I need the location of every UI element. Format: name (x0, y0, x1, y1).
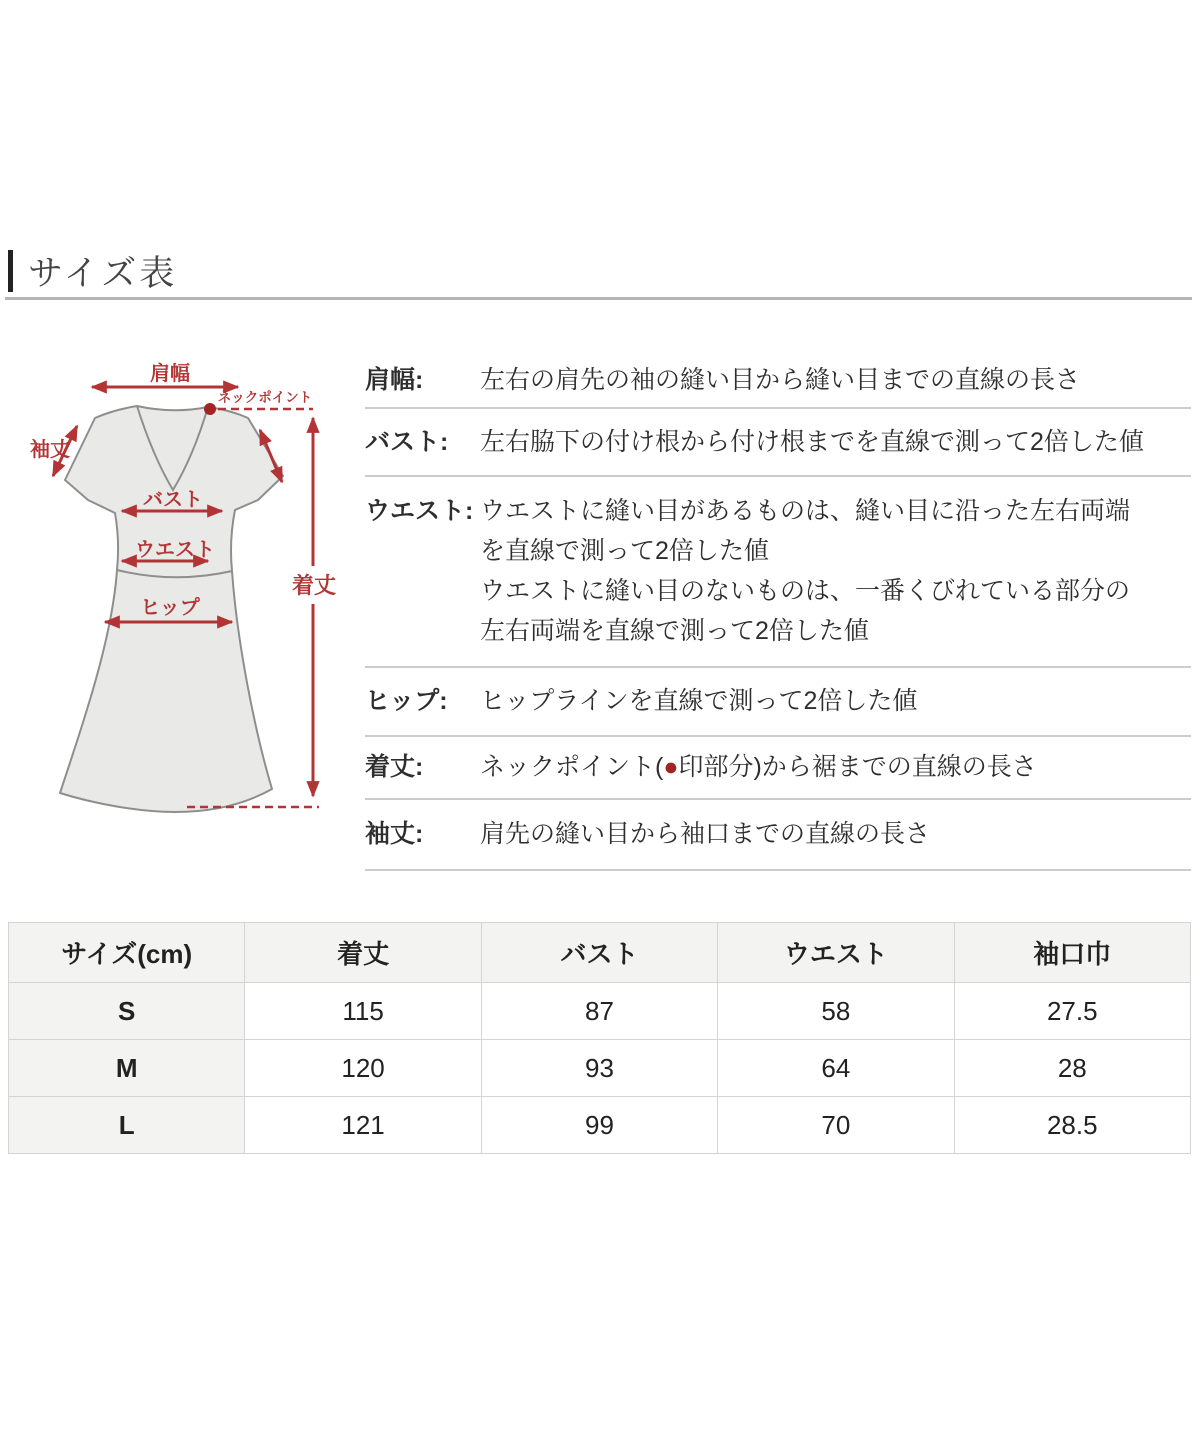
definition-row-waist (365, 477, 1191, 668)
size-cell: L (9, 1097, 245, 1154)
definition-row-shoulder (365, 352, 1191, 409)
neck-point-label: ネックポイント (217, 390, 313, 405)
definition-term: バスト: (365, 428, 449, 456)
value-cell-cuff: 27.5 (954, 983, 1190, 1040)
size-table-header-row (9, 923, 1191, 983)
value-cell-bust: 99 (481, 1097, 717, 1154)
value-cell-length: 120 (245, 1040, 481, 1097)
garment-length-label: 着丈 (291, 573, 337, 598)
definition-text: ウエストに縫い目があるものは、縫い目に沿った左右両端 を直線で測って2倍した値 ウエストに縫い目のないものは、一番くびれている部分の 左右両端を直線で測って2倍した値 (480, 497, 1131, 645)
neck-point-dot-glyph: ● (663, 753, 679, 781)
definition-term: ウエスト: (365, 497, 474, 525)
definition-term: ヒップ: (365, 687, 448, 715)
size-cell: M (9, 1040, 245, 1097)
neck-point-dot (204, 403, 216, 415)
col-header-waist: ウエスト (718, 923, 954, 983)
value-cell-waist: 64 (718, 1040, 954, 1097)
hip-label: ヒップ (140, 597, 200, 619)
value-cell-waist: 70 (718, 1097, 954, 1154)
definition-text: 肩先の縫い目から袖口までの直線の長さ (480, 820, 931, 848)
table-row-s (9, 983, 1191, 1040)
definition-row-bust (365, 409, 1191, 477)
definition-row-length (365, 737, 1191, 800)
col-header-bust: バスト (481, 923, 717, 983)
value-cell-bust: 87 (481, 983, 717, 1040)
definition-row-hip (365, 668, 1191, 737)
definition-term: 袖丈: (365, 820, 424, 848)
definition-text: ネックポイント(●印部分)から裾までの直線の長さ (480, 753, 1037, 781)
value-cell-cuff: 28 (954, 1040, 1190, 1097)
definition-term: 着丈: (365, 753, 424, 781)
definition-text: 左右の肩先の袖の縫い目から縫い目までの直線の長さ (480, 366, 1081, 394)
value-cell-waist: 58 (718, 983, 954, 1040)
page-title: サイズ表 (28, 254, 178, 293)
waist-label: ウエスト (135, 539, 215, 561)
size-table (8, 922, 1191, 1154)
definition-term: 肩幅: (365, 366, 424, 394)
col-header-length: 着丈 (245, 923, 481, 983)
definition-text: ヒップラインを直線で測って2倍した値 (480, 687, 918, 715)
col-header-cuff: 袖口巾 (954, 923, 1190, 983)
title-divider-line (5, 297, 1192, 300)
size-cell: S (9, 983, 245, 1040)
value-cell-length: 115 (245, 983, 481, 1040)
table-row-l (9, 1097, 1191, 1154)
value-cell-bust: 93 (481, 1040, 717, 1097)
sleeve-length-label: 袖丈 (30, 439, 70, 461)
value-cell-cuff: 28.5 (954, 1097, 1190, 1154)
measurement-definitions (365, 352, 1191, 871)
col-header-size: サイズ(cm) (9, 923, 245, 983)
dress-measurement-diagram (25, 352, 365, 822)
definition-text: 左右脇下の付け根から付け根までを直線で測って2倍した値 (480, 428, 1144, 456)
shoulder-width-label: 肩幅 (150, 363, 190, 385)
definition-row-sleeve (365, 800, 1191, 871)
bust-label: バスト (143, 489, 203, 511)
section-title (8, 246, 177, 296)
value-cell-length: 121 (245, 1097, 481, 1154)
table-row-m (9, 1040, 1191, 1097)
title-accent-bar (8, 250, 13, 292)
